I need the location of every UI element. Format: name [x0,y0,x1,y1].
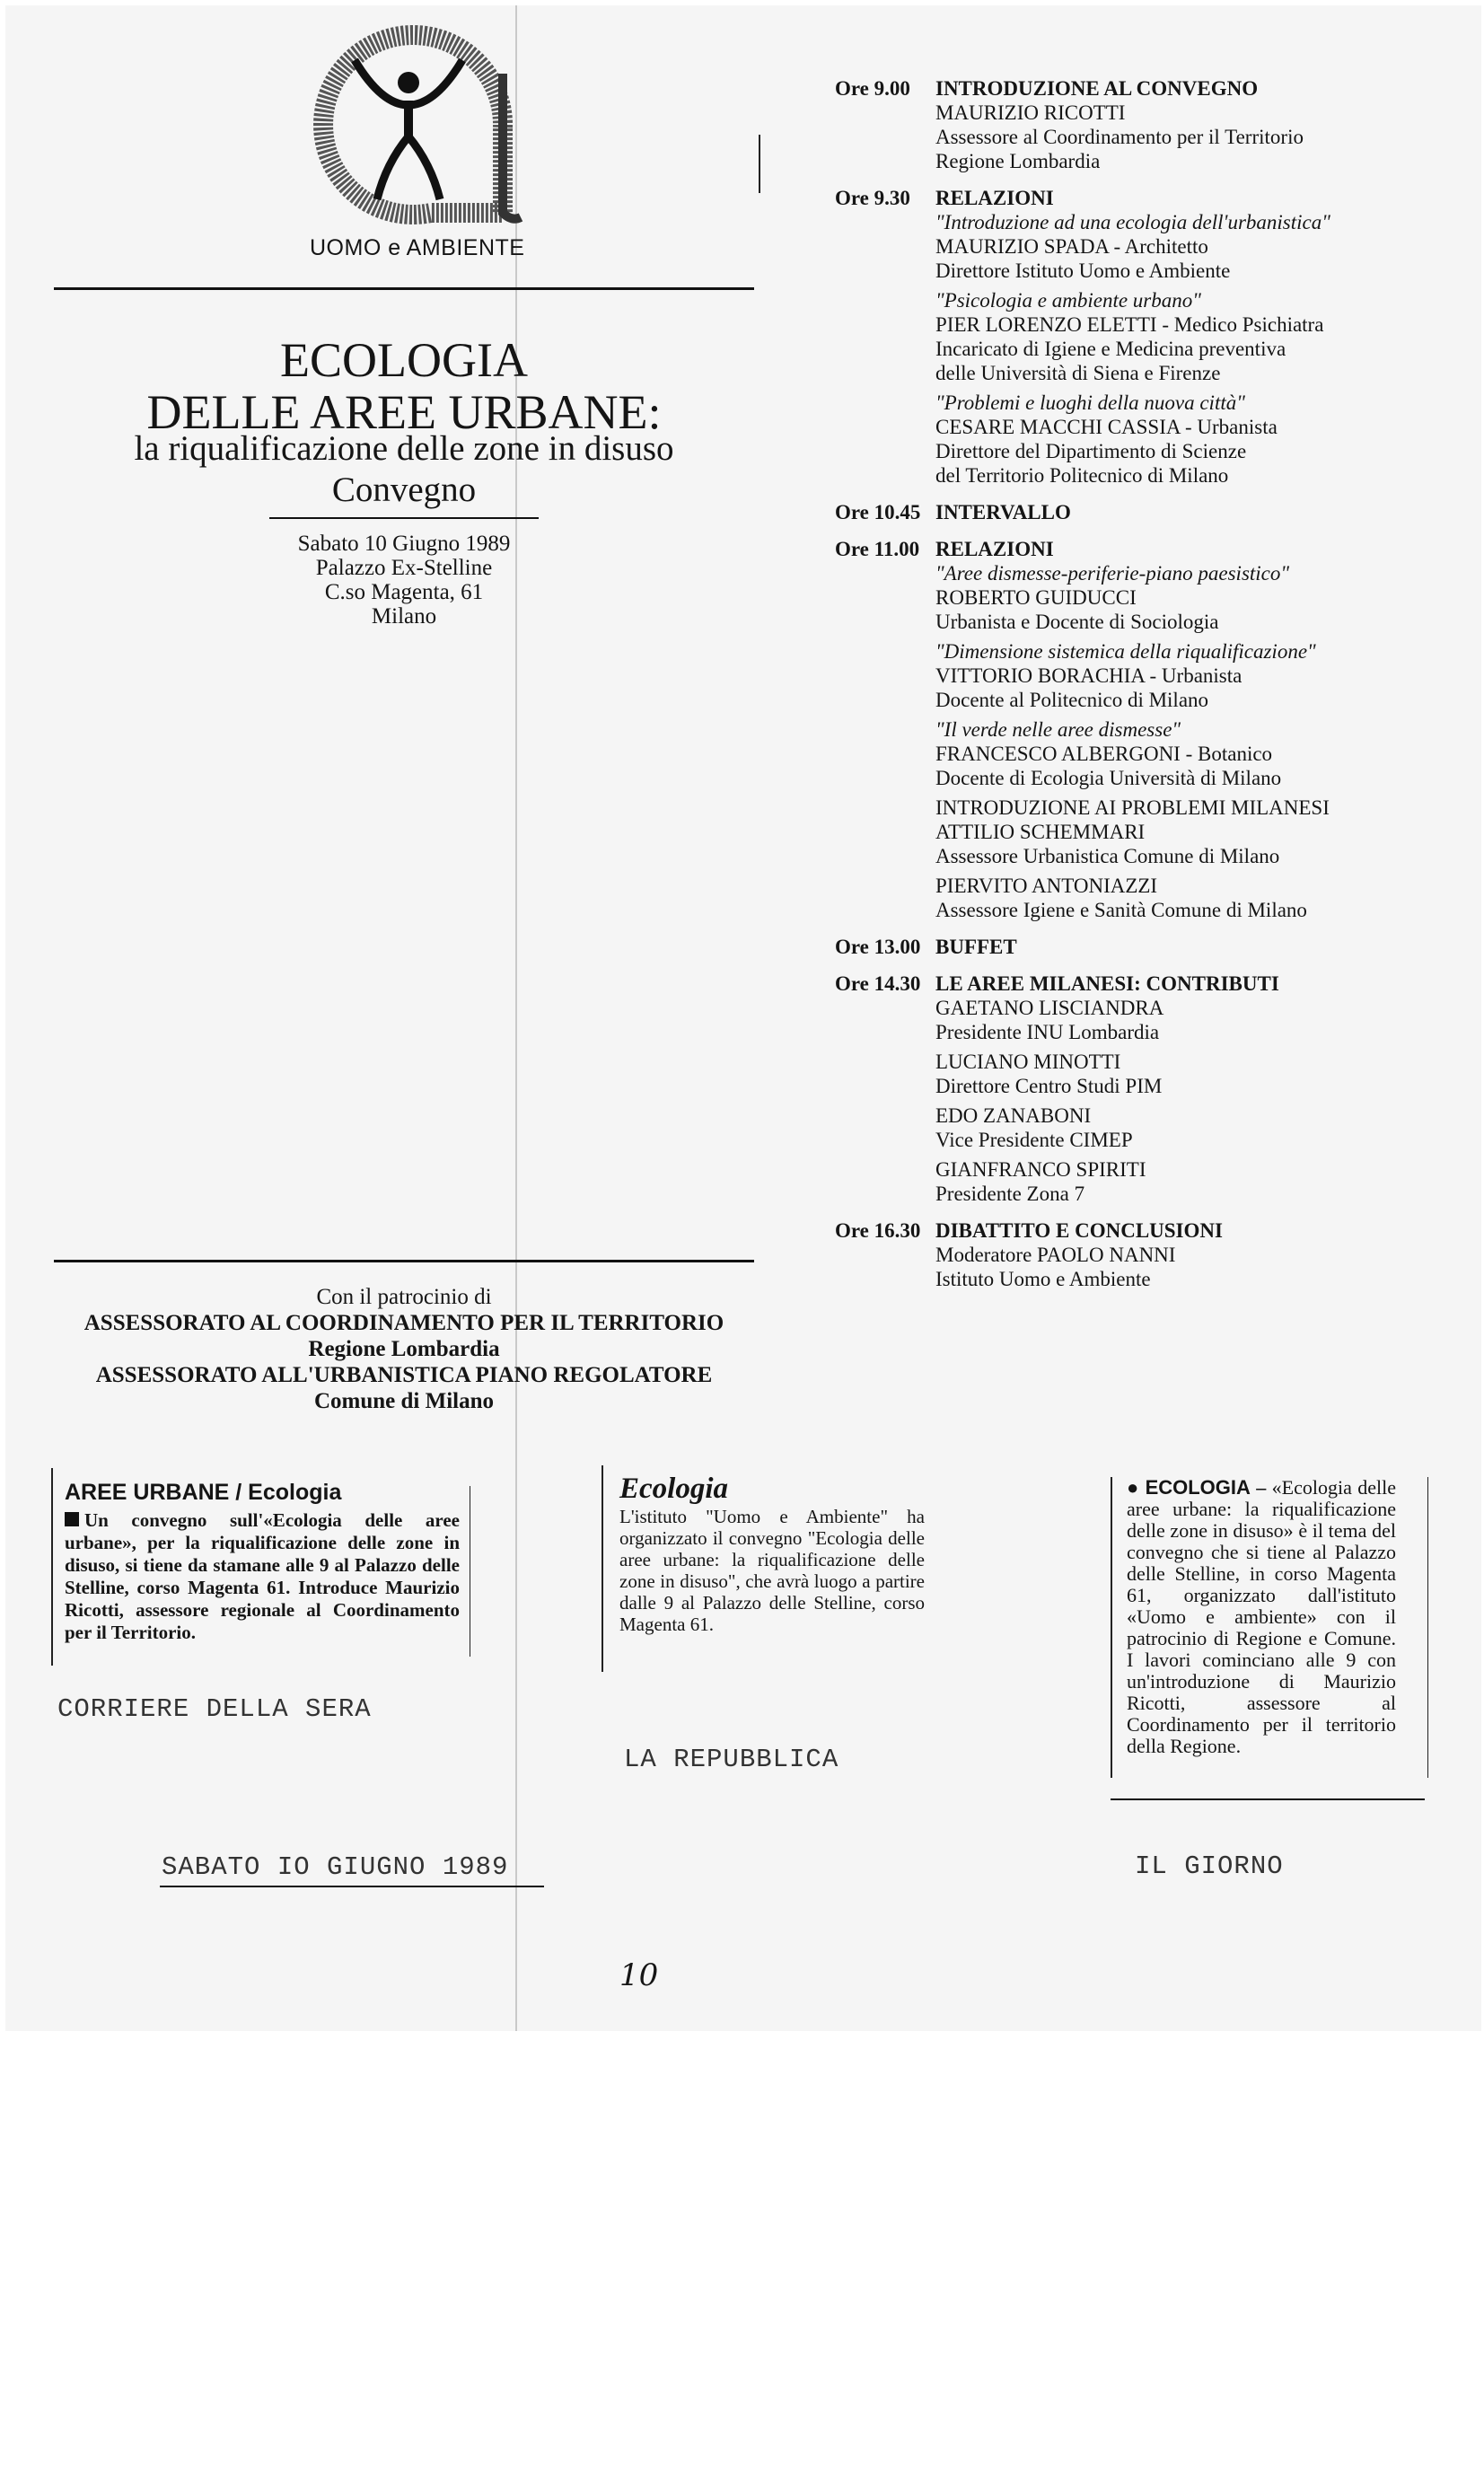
patron-1-region: Regione Lombardia [308,1337,500,1361]
talk [935,639,1463,712]
slot-heading: DIBATTITO E CONCLUSIONI [935,1219,1223,1242]
talk-line: Moderatore PAOLO NANNI [935,1244,1176,1266]
slot-heading: RELAZIONI [935,187,1054,209]
talk-line: Assessore Igiene e Sanità Comune di Milano [935,899,1307,921]
source-giorno: IL GIORNO [1135,1851,1284,1881]
clip-corriere-left-rule [51,1468,53,1666]
talk-line: Direttore Istituto Uomo e Ambiente [935,259,1231,282]
slot-time: Ore 14.30 [835,972,921,995]
talk-line: INTRODUZIONE AI PROBLEMI MILANESI [935,796,1330,819]
talk-line: Presidente Zona 7 [935,1183,1085,1205]
talk [935,210,1463,283]
subtitle: la riqualificazione delle zone in disuso [134,429,674,468]
patron-1: ASSESSORATO AL COORDINAMENTO PER IL TERRITORIO [83,1311,724,1335]
logo-text: UOMO e AMBIENTE [310,235,525,260]
talk-line: Presidente INU Lombardia [935,1021,1160,1043]
talk [935,874,1463,922]
program-slot [835,537,1463,922]
source-corriere: CORRIERE DELLA SERA [57,1694,372,1724]
clip-corriere-heading: AREE URBANE / Ecologia [65,1480,342,1505]
page-number: 10 [619,1957,659,1993]
talk-line: Assessore al Coordinamento per il Territorio [935,126,1304,148]
talk-line: ATTILIO SCHEMMARI [935,821,1146,843]
talk-title: "Introduzione ad una ecologia dell'urbanistica" [935,211,1330,233]
slot-time: Ore 11.00 [835,538,920,560]
program-slot [835,500,1463,524]
talk-line: FRANCESCO ALBERGONI - Botanico [935,743,1273,765]
event-venue: Palazzo Ex-Stelline [315,556,493,580]
slot-heading: LE AREE MILANESI: CONTRIBUTI [935,972,1279,995]
footer-date-underline [160,1886,544,1887]
program-slot [835,186,1463,488]
program-schedule [835,76,1463,1304]
talk-title: "Dimensione sistemica della riqualificazione" [935,640,1316,663]
program-slot [835,1218,1463,1291]
patronage-intro: Con il patrocinio di [316,1285,492,1309]
talk-line: delle Università di Siena e Firenze [935,362,1221,384]
bottom-divider [54,1260,754,1262]
talk-line: LUCIANO MINOTTI [935,1051,1121,1073]
talk-line: EDO ZANABONI [935,1104,1092,1127]
talk-line: Docente al Politecnico di Milano [935,689,1209,711]
talk [935,1243,1463,1291]
bullet-icon [65,1512,79,1526]
talk-line: GAETANO LISCIANDRA [935,997,1164,1019]
talk-line: Urbanista e Docente di Sociologia [935,611,1219,633]
talk [935,1050,1463,1098]
source-repubblica: LA REPUBBLICA [624,1745,839,1774]
talk [935,561,1463,634]
talk-line: MAURIZIO SPADA - Architetto [935,235,1208,258]
clipping-corriere [65,1480,460,1644]
talk [935,101,1463,173]
clip-giorno-bottom-rule [1111,1798,1425,1800]
talk [935,1104,1463,1152]
clip-corriere-text: Un convegno sull'«Ecologia delle aree urbane», per la riqualificazione delle zone in disuso, si tiene da stamane alle 9 al Palazzo delle Stelline, corso Magenta 61. Introduce Maurizio Ricotti, assessore regionale al Coordinamento per il Territorio. [65,1509,460,1643]
talk-line: VITTORIO BORACHIA - Urbanista [935,664,1243,687]
talk-line: Direttore del Dipartimento di Scienze [935,440,1247,462]
talk [935,1157,1463,1206]
talk-title: "Psicologia e ambiente urbano" [935,289,1201,312]
title-line-1: ECOLOGIA [280,333,528,387]
clip-giorno-text: «Ecologia delle aree urbane: la riqualificazione delle zone in disuso» è il tema del convegno che si tiene al Palazzo delle Stelline, in corso Magenta 61, organizzato dall'istituto «Uomo e ambiente» con il patrocinio di Regione e Comune. I lavori cominciano alle 9 con un'introduzione di Maurizio Ricotti, assessore al Coordinamento per il territorio della Regione. [1127,1476,1396,1757]
talk [935,391,1463,488]
patron-2-city: Comune di Milano [313,1389,495,1413]
uomo-ambiente-logo [296,20,530,226]
talk-line: CESARE MACCHI CASSIA - Urbanista [935,416,1278,438]
talk-title: "Problemi e luoghi della nuova città" [935,391,1245,414]
title-underline [269,517,539,519]
talk-line: PIER LORENZO ELETTI - Medico Psichiatra [935,313,1324,336]
talk-title: "Aree dismesse-periferie-piano paesistico" [935,562,1290,585]
clip-repubblica-heading: Ecologia [619,1473,728,1505]
margin-mark [759,135,760,193]
title-line-2: DELLE AREE URBANE: [146,385,662,439]
slot-time: Ore 13.00 [835,936,921,958]
clip-repubblica-left-rule [602,1465,603,1672]
talk-title: "Il verde nelle aree dismesse" [935,718,1181,741]
event-city: Milano [371,604,437,629]
talk-line: GIANFRANCO SPIRITI [935,1158,1146,1181]
slot-time: Ore 16.30 [835,1219,921,1242]
talk [935,796,1463,868]
footer-date: SABATO IO GIUGNO 1989 [162,1852,509,1882]
talk-line: Docente di Ecologia Università di Milano [935,767,1282,789]
slot-time: Ore 10.45 [835,501,921,523]
talk-line: MAURIZIO RICOTTI [935,101,1126,124]
event-type: Convegno [331,470,477,509]
talk-line: Vice Presidente CIMEP [935,1129,1133,1151]
event-date: Sabato 10 Giugno 1989 [297,532,511,556]
patronage-block [54,1284,754,1414]
slot-heading: RELAZIONI [935,538,1054,560]
clip-giorno-heading: ECOLOGIA [1145,1476,1251,1499]
talk [935,288,1463,385]
talk [935,717,1463,790]
clip-giorno-left-rule [1111,1477,1112,1778]
talk-line: Istituto Uomo e Ambiente [935,1268,1151,1290]
talk-line: Assessore Urbanistica Comune di Milano [935,845,1280,867]
event-address: C.so Magenta, 61 [324,580,484,604]
clip-repubblica-text: L'istituto "Uomo e Ambiente" ha organizzato il convegno "Ecologia delle aree urbane: la riqualificazione delle zone in disuso", che avrà luogo a partire dalle 9 al Palazzo delle Stelline, corso Magenta 61. [619,1506,925,1635]
slot-heading: BUFFET [935,936,1017,958]
talk-line: Direttore Centro Studi PIM [935,1075,1163,1097]
slot-heading: INTERVALLO [935,501,1071,523]
fold-line [515,5,517,2031]
clipping-giorno: ● ECOLOGIA – «Ecologia delle aree urbane: la riqualificazione delle zone in disuso» è il tema del convegno che si tiene al Palazzo delle Stelline, in corso Magenta 61, organizzato dall'istituto «Uomo e ambiente» con il patrocinio di Regione e Comune. I lavori cominciano alle 9 con un'introduzione di Maurizio Ricotti, assessore al Coordinamento per il territorio della Regione. [1127,1476,1396,1757]
program-slot [835,972,1463,1206]
talk-line: PIERVITO ANTONIAZZI [935,875,1158,897]
talk-line: Incaricato di Igiene e Medicina preventiva [935,338,1286,360]
talk-line: ROBERTO GUIDUCCI [935,586,1137,609]
slot-time: Ore 9.30 [835,187,910,209]
slot-time: Ore 9.00 [835,77,910,100]
top-divider [54,287,754,290]
talk-line: del Territorio Politecnico di Milano [935,464,1229,487]
clip-giorno-right-rule [1427,1477,1428,1778]
program-slot [835,935,1463,959]
program-slot [835,76,1463,173]
patron-2: ASSESSORATO ALL'URBANISTICA PIANO REGOLATORE [95,1363,713,1387]
slot-heading: INTRODUZIONE AL CONVEGNO [935,77,1259,100]
talk-line: Regione Lombardia [935,150,1101,172]
clip-giorno-bullet-icon: ● [1127,1476,1146,1499]
clipping-repubblica [619,1473,925,1635]
talk [935,996,1463,1044]
